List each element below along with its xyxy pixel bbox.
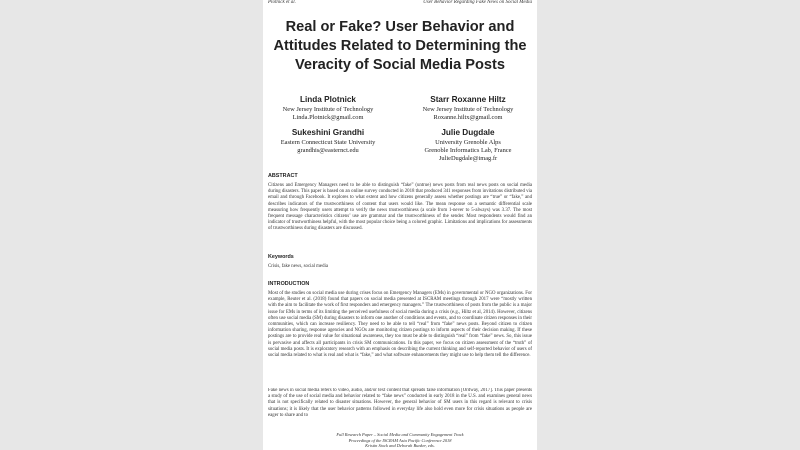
author-block bbox=[263, 95, 393, 122]
abstract-text: Citizens and Emergency Managers need to be able to distinguish “fake” (untrue) news posts from real news posts on social media during disasters. This paper is based on an online survey conducted in 2018 that produced 341 responses from invitations distributed via email and through Facebook. It explores to what extent and how citizens generally assess whether postings are “true” or “fake,” and describes indicators of the trustworthiness of content that users would like. The mean response on a semantic differential scale measuring how frequently users attempt to verify the news trustworthiness (a scale from 1-never to 5-always) was 3.37. The most frequent message characteristics citizens’ use are grammar and the trustworthiness of the sender. Most respondents would find an indicator of trustworthiness helpful, with the most popular choice being a colored graphic. Limitations and implications for assessments of trustworthiness during disasters are discussed. bbox=[268, 183, 532, 232]
author-email: Linda.Plotnick@gmail.com bbox=[292, 114, 364, 121]
author-email: grandhis@easternct.edu bbox=[297, 147, 359, 154]
author-block bbox=[403, 95, 533, 122]
author-block bbox=[263, 128, 393, 155]
running-header-right: User Behavior Regarding Fake News on Social Media bbox=[423, 0, 532, 5]
author-affiliation: New Jersey Institute of Technology bbox=[282, 106, 374, 113]
author-name: Starr Roxanne Hiltz bbox=[430, 95, 506, 104]
introduction-heading: INTRODUCTION bbox=[268, 281, 310, 287]
author-affiliation: University Grenoble Alps bbox=[435, 139, 501, 146]
author-name: Linda Plotnick bbox=[300, 95, 356, 104]
author-name: Sukeshini Grandhi bbox=[291, 128, 365, 137]
author-lab: Grenoble Informatics Lab, France bbox=[424, 147, 512, 154]
page-footer bbox=[263, 432, 537, 449]
running-header-left: Plotnick et al. bbox=[268, 0, 296, 5]
paper-title bbox=[273, 18, 527, 75]
title-line-1: Real or Fake? User Behavior and bbox=[285, 19, 515, 35]
author-block bbox=[403, 128, 533, 163]
introduction-paragraph-2: Fake news in social media refers to video, audio, and/or text content that spreads false information [Ordway, 2017]. This paper presents a study of the use of social media and behavior related to “fake news” conducted in early 2018 in the U.S. and examines general news that is not specifically related to disaster situations. However, the general behavior of SM users in this regard is relevant to crisis situations; it is likely that the user behavior patterns followed in everyday life also hold even more for crisis situations as people are eager to share and to bbox=[268, 388, 532, 418]
author-name: Julie Dugdale bbox=[441, 128, 495, 137]
author-email: Roxanne.hiltx@gmail.com bbox=[433, 114, 503, 121]
abstract-heading: ABSTRACT bbox=[268, 173, 298, 179]
author-affiliation: New Jersey Institute of Technology bbox=[422, 106, 514, 113]
footer-proceedings: Proceedings of the ISCRAM Asia Pacific Conference 2018 bbox=[348, 437, 452, 443]
author-email: JulieDugdale@imag.fr bbox=[438, 155, 498, 162]
keywords-heading: Keywords bbox=[268, 254, 294, 260]
title-line-2: Attitudes Related to Determining the bbox=[273, 38, 527, 54]
keywords-text: Crisis, fake news, social media bbox=[268, 264, 328, 269]
introduction-paragraph-1: Most of the studies on social media use during crises focus on Emergency Managers (EMs) in governmental or NGO organizations. For example, Reuter et al. (2018) found that papers on social media presented at ISCRAM meetings through 2017 were “mostly written with the aim to facilitate the work of first responders and emergency managers.” The trustworthiness of posts from the public is a major issue for EMs in terms of its limiting the perceived usefulness of social media during a crisis (e.g., Hiltz et al, 2014). However, citizens often use social media (SM) during disasters to inform one another of conditions and events, and to coordinate citizen responses in their communities, which can increase resiliency. They need to be able to tell “real” from “fake” news posts. Beyond citizen to citizen information sharing, response agencies and NGOs are monitoring citizen postings to inform aspects of their decision making. If these postings are to provide real value for situational awareness, they too must be able to distinguish “real” from “fake” news. So, this issue is pervasive and affects all participants in crisis SM communications. In this paper, we focus on citizen assessment of the “truth” of social media posts. It is exploratory research with an emphasis on describing the current thinking and self-reported behavior of users of social media related to what is real and what is “fake,” and what software enhancements they might use to help them tell the difference. bbox=[268, 291, 532, 359]
title-line-3: Veracity of Social Media Posts bbox=[294, 57, 506, 73]
footer-track: Full Research Paper – Social Media and Community Engagement Track bbox=[336, 432, 464, 437]
document-page bbox=[263, 0, 537, 450]
footer-editors: Kristin Stock and Deborah Bunker, eds. bbox=[365, 443, 435, 449]
author-affiliation: Eastern Connecticut State University bbox=[280, 139, 376, 146]
